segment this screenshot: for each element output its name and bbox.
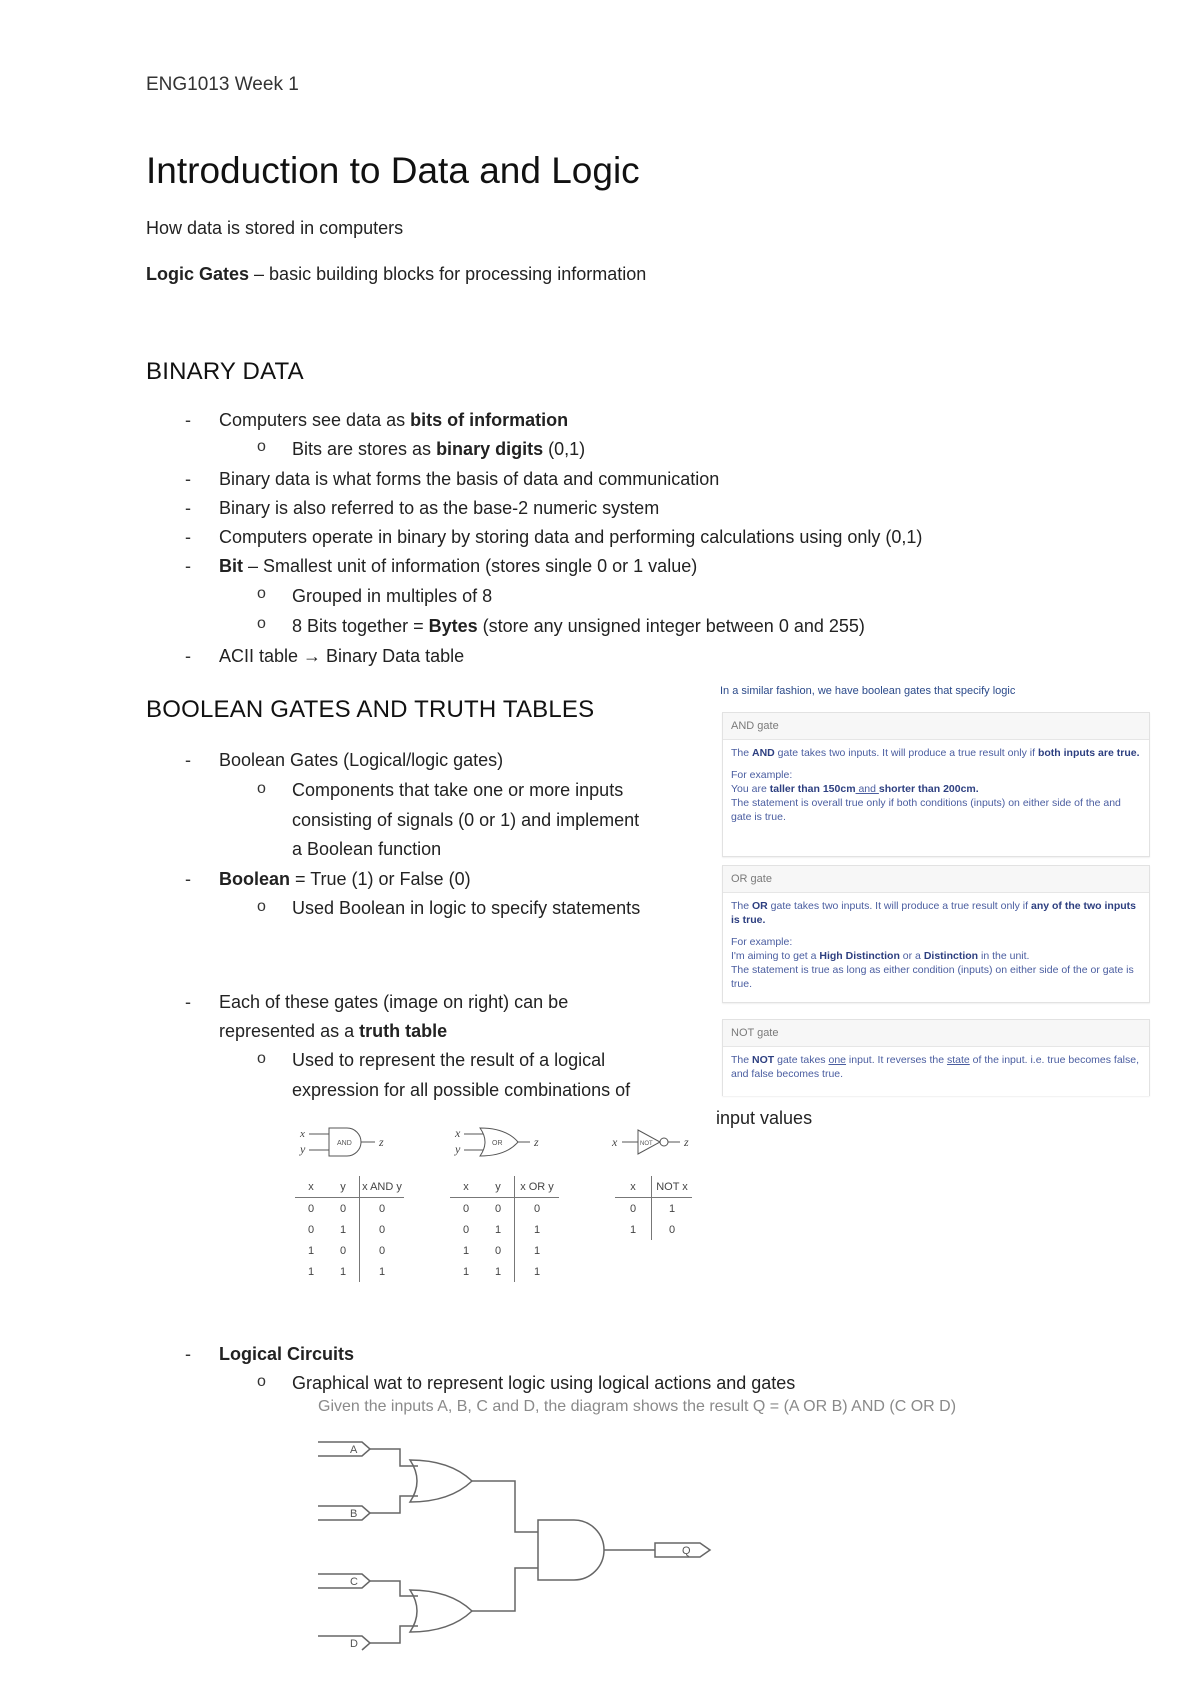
sub-bullet-o: o <box>257 615 266 632</box>
not-gate-symbol <box>611 1130 689 1154</box>
or-desc-mid: gate takes two inputs. It will produce a true result only if <box>767 900 1031 912</box>
binary-bullet-2: Binary data is what forms the basis of data and communication <box>219 469 720 489</box>
or-gate-card-body <box>723 893 1149 997</box>
input-tag-a <box>318 1442 370 1456</box>
logic-circuit-diagram <box>310 1420 750 1660</box>
binary-bullet-3: Binary is also referred to as the base-2 numeric system <box>219 498 660 518</box>
and-x-label: x <box>300 1128 305 1140</box>
circuits-bullet-1 <box>219 1340 354 1369</box>
and-ex1-b2: shorter than 200cm. <box>878 783 979 795</box>
and-gate-desc <box>731 746 1141 760</box>
and-ex1-b1: taller than 150cm <box>769 783 856 795</box>
circuit-caption: Given the inputs A, B, C and D, the diagram shows the result Q = (A OR B) AND (C OR D) <box>318 1398 957 1415</box>
cell: 1 <box>327 1219 360 1240</box>
and-gate-symbol <box>299 1128 384 1156</box>
boolean-bullet-3-l2-pre: represented as a <box>219 1021 360 1041</box>
boolean-bullet-3a-l2: expression for all possible combinations of <box>292 1080 631 1100</box>
binary-bullet-5a: Grouped in multiples of 8 <box>292 586 493 606</box>
not-h2: NOT x <box>656 1180 688 1193</box>
or-desc-bold2: any of the two inputs is true. <box>731 900 1136 926</box>
cell: 1 <box>378 1265 386 1278</box>
or-gate-card-title: OR gate <box>723 866 1149 893</box>
or-ex1-pre: I'm aiming to get a <box>731 950 820 962</box>
not-desc-pre: The <box>731 1054 753 1066</box>
not-h1: x <box>615 1176 652 1198</box>
cell: 0 <box>482 1198 515 1220</box>
boolean-bullet-3-l2 <box>219 1017 447 1046</box>
sub-bullet-o: o <box>257 438 266 455</box>
and-desc-mid: gate takes two inputs. It will produce a true result only if <box>774 747 1038 759</box>
boolean-bullet-1a-l1: Components that take one or more inputs <box>292 780 624 800</box>
boolean-bullet-1: Boolean Gates (Logical/logic gates) <box>219 750 504 770</box>
or-h1: x <box>463 1180 469 1193</box>
not-gate-text: NOT <box>640 1141 653 1147</box>
and-gate-card-body <box>723 740 1149 830</box>
table-row <box>450 1219 559 1240</box>
and-example-label: For example: <box>731 769 793 781</box>
cell: 0 <box>327 1240 360 1261</box>
or-example-1 <box>731 949 1141 963</box>
and-gate <box>538 1520 604 1580</box>
cell: 1 <box>462 1265 470 1278</box>
and-y-label: y <box>300 1142 306 1156</box>
and-h3: x AND y <box>362 1180 402 1193</box>
table-row <box>615 1219 692 1240</box>
sub-bullet-o: o <box>257 585 266 602</box>
binary-bullet-1a <box>292 435 585 464</box>
binary-bullet-4: Computers operate in binary by storing data and performing calculations using only (0,1) <box>219 527 923 547</box>
bullet-dash: - <box>185 869 191 889</box>
or-desc-bold: OR <box>752 900 768 912</box>
cell: 0 <box>307 1202 315 1215</box>
cell: 0 <box>482 1240 515 1261</box>
boolean-heading: BOOLEAN GATES AND TRUTH TABLES <box>146 696 595 723</box>
cell: 1 <box>462 1244 470 1257</box>
and-gate-card-title: AND gate <box>723 713 1149 740</box>
not-gate-desc <box>731 1053 1141 1081</box>
document-header: ENG1013 Week 1 <box>146 74 299 95</box>
sub-bullet-o: o <box>257 1373 266 1390</box>
boolean-bullet-3-l2-bold: truth table <box>359 1021 448 1041</box>
and-desc-bold: AND <box>752 747 775 759</box>
or-gate-desc <box>731 899 1141 927</box>
or-z-label: z <box>534 1135 539 1149</box>
boolean-bullet-2-bold: Boolean <box>219 869 291 889</box>
bullet-dash: - <box>185 410 191 430</box>
binary-bullet-5-bold: Bit <box>219 556 243 576</box>
circuits-bullet-1-bold: Logical Circuits <box>219 1344 355 1364</box>
table-row <box>295 1240 404 1261</box>
binary-heading: BINARY DATA <box>146 358 304 385</box>
bullet-dash: - <box>185 750 191 770</box>
binary-bullet-5 <box>219 552 697 581</box>
cell: 1 <box>533 1244 541 1257</box>
cell: 1 <box>307 1244 315 1257</box>
boolean-bullet-1a-l2: consisting of signals (0 or 1) and implement <box>292 810 640 830</box>
cell: 1 <box>307 1265 315 1278</box>
table-row <box>295 1198 404 1220</box>
cell: 1 <box>482 1219 515 1240</box>
cell: 1 <box>615 1219 652 1240</box>
cell: 1 <box>533 1265 541 1278</box>
sub-bullet-o: o <box>257 898 266 915</box>
and-example-2: The statement is overall true only if both conditions (inputs) on either side of the and gate is true. <box>731 797 1121 823</box>
binary-bullet-5b-post: (store any unsigned integer between 0 and 255) <box>477 616 865 636</box>
intro-line-2-rest: – basic building blocks for processing information <box>249 264 647 284</box>
and-example-1 <box>731 782 1141 796</box>
table-row <box>295 1261 404 1282</box>
binary-bullet-1 <box>219 406 568 435</box>
binary-bullet-5b <box>292 612 865 641</box>
or-gate-symbol <box>454 1126 539 1156</box>
sub-bullet-o: o <box>257 780 266 797</box>
input-label-c: C <box>350 1576 358 1588</box>
cell: 0 <box>378 1223 386 1236</box>
cell: 0 <box>327 1198 360 1220</box>
and-gate-text: AND <box>337 1140 352 1147</box>
and-h1: x <box>308 1180 314 1193</box>
and-h2: y <box>327 1176 360 1198</box>
cell: 0 <box>462 1202 470 1215</box>
or-h2: y <box>482 1176 515 1198</box>
cell: 1 <box>668 1202 676 1215</box>
and-gate-card <box>722 712 1150 857</box>
output-label-q: Q <box>682 1545 691 1557</box>
intro-line-2 <box>146 264 646 285</box>
input-label-b: B <box>350 1508 358 1520</box>
not-gate-card-title: NOT gate <box>723 1020 1149 1047</box>
not-desc-end: of the input. i.e. true becomes false, and false becomes true. <box>731 1054 1140 1080</box>
input-tag-b <box>318 1506 370 1520</box>
input-label-a: A <box>350 1444 358 1456</box>
bullet-dash: - <box>185 646 191 666</box>
not-desc-u2: state <box>946 1054 970 1066</box>
not-desc-u: one <box>828 1054 847 1066</box>
or-ex1-post: in the unit. <box>978 950 1030 962</box>
bullet-dash: - <box>185 556 191 576</box>
intro-line-1: How data is stored in computers <box>146 218 404 238</box>
binary-bullet-1a-pre: Bits are stores as <box>292 439 437 459</box>
circuits-bullet-1a: Graphical wat to represent logic using logical actions and gates <box>292 1373 796 1393</box>
boolean-bullet-3a-l3: input values <box>716 1108 813 1128</box>
cell: 1 <box>533 1223 541 1236</box>
and-ex1-and: and <box>855 783 879 795</box>
binary-bullet-5b-bold: Bytes <box>428 616 478 636</box>
cell: 0 <box>378 1202 386 1215</box>
or-y-label: y <box>455 1142 461 1156</box>
binary-bullet-6: ACII table → Binary Data table <box>219 646 465 666</box>
cell: 0 <box>533 1202 541 1215</box>
input-tag-c <box>318 1574 370 1588</box>
not-desc-bold: NOT <box>752 1054 775 1066</box>
or-truth-table <box>450 1176 559 1282</box>
input-tag-d <box>318 1636 370 1650</box>
table-row <box>615 1198 692 1220</box>
cell: 0 <box>307 1223 315 1236</box>
boolean-bullet-2 <box>219 865 471 894</box>
table-row <box>450 1198 559 1220</box>
not-desc-post: input. It reverses the <box>846 1054 947 1066</box>
binary-bullet-1-pre: Computers see data as <box>219 410 411 430</box>
or-x-label: x <box>455 1126 461 1140</box>
table-row <box>450 1261 559 1282</box>
and-truth-table <box>295 1176 404 1282</box>
and-desc-bold2: both inputs are true. <box>1037 747 1140 759</box>
or-ex1-b2: Distinction <box>923 950 979 962</box>
table-row <box>295 1219 404 1240</box>
or-ex1-or: or a <box>899 950 924 962</box>
cell: 0 <box>615 1198 652 1220</box>
not-z-label: z <box>684 1135 689 1149</box>
cell: 1 <box>327 1261 360 1282</box>
binary-bullet-1a-bold: binary digits <box>436 439 544 459</box>
or-ex1-b1: High Distinction <box>819 950 900 962</box>
sub-bullet-o: o <box>257 1050 266 1067</box>
cell: 0 <box>378 1244 386 1257</box>
intro-logic-gates: Logic Gates <box>146 264 250 284</box>
bullet-dash: - <box>185 992 191 1012</box>
bullet-dash: - <box>185 498 191 518</box>
not-desc-mid: gate takes <box>774 1054 829 1066</box>
binary-bullet-5-rest: – Smallest unit of information (stores single 0 or 1 value) <box>243 556 698 576</box>
not-x-label: x <box>612 1135 618 1149</box>
binary-bullet-1-bold: bits of information <box>410 410 569 430</box>
and-desc-pre: The <box>731 747 753 759</box>
bullet-dash: - <box>185 1344 191 1364</box>
binary-bullet-5b-pre: 8 Bits together = <box>292 616 429 636</box>
cell: 0 <box>668 1223 676 1236</box>
not-truth-table <box>615 1176 692 1240</box>
boolean-bullet-3-l1: Each of these gates (image on right) can be <box>219 992 569 1012</box>
or-example-label: For example: <box>731 936 793 948</box>
or-example-2: The statement is true as long as either condition (inputs) on either side of the or gate is true. <box>731 964 1134 990</box>
or-gate-1 <box>410 1460 472 1502</box>
input-label-d: D <box>350 1638 358 1650</box>
cell: 1 <box>482 1261 515 1282</box>
and-z-label: z <box>379 1135 384 1149</box>
boolean-bullet-2a: Used Boolean in logic to specify statements <box>292 898 641 918</box>
page-title: Introduction to Data and Logic <box>146 150 640 191</box>
or-gate-2 <box>410 1590 472 1632</box>
bullet-dash: - <box>185 469 191 489</box>
gate-symbols <box>295 1122 715 1172</box>
panel-intro: In a similar fashion, we have boolean gates that specify logic <box>720 685 1016 697</box>
not-gate-card <box>722 1019 1150 1096</box>
or-desc-pre: The <box>731 900 753 912</box>
not-gate-card-body <box>723 1047 1149 1087</box>
or-gate-card <box>722 865 1150 1003</box>
boolean-bullet-2-rest: = True (1) or False (0) <box>290 869 471 889</box>
or-h3: x OR y <box>520 1180 554 1193</box>
gates-screenshot-panel <box>720 685 1150 1095</box>
boolean-bullet-1a-l3: a Boolean function <box>292 839 442 859</box>
or-gate-text: OR <box>492 1140 503 1147</box>
table-row <box>450 1240 559 1261</box>
cell: 0 <box>462 1223 470 1236</box>
bullet-dash: - <box>185 527 191 547</box>
binary-bullet-1a-post: (0,1) <box>543 439 586 459</box>
boolean-bullet-3a-l1: Used to represent the result of a logical <box>292 1050 606 1070</box>
and-ex1-pre: You are <box>731 783 770 795</box>
